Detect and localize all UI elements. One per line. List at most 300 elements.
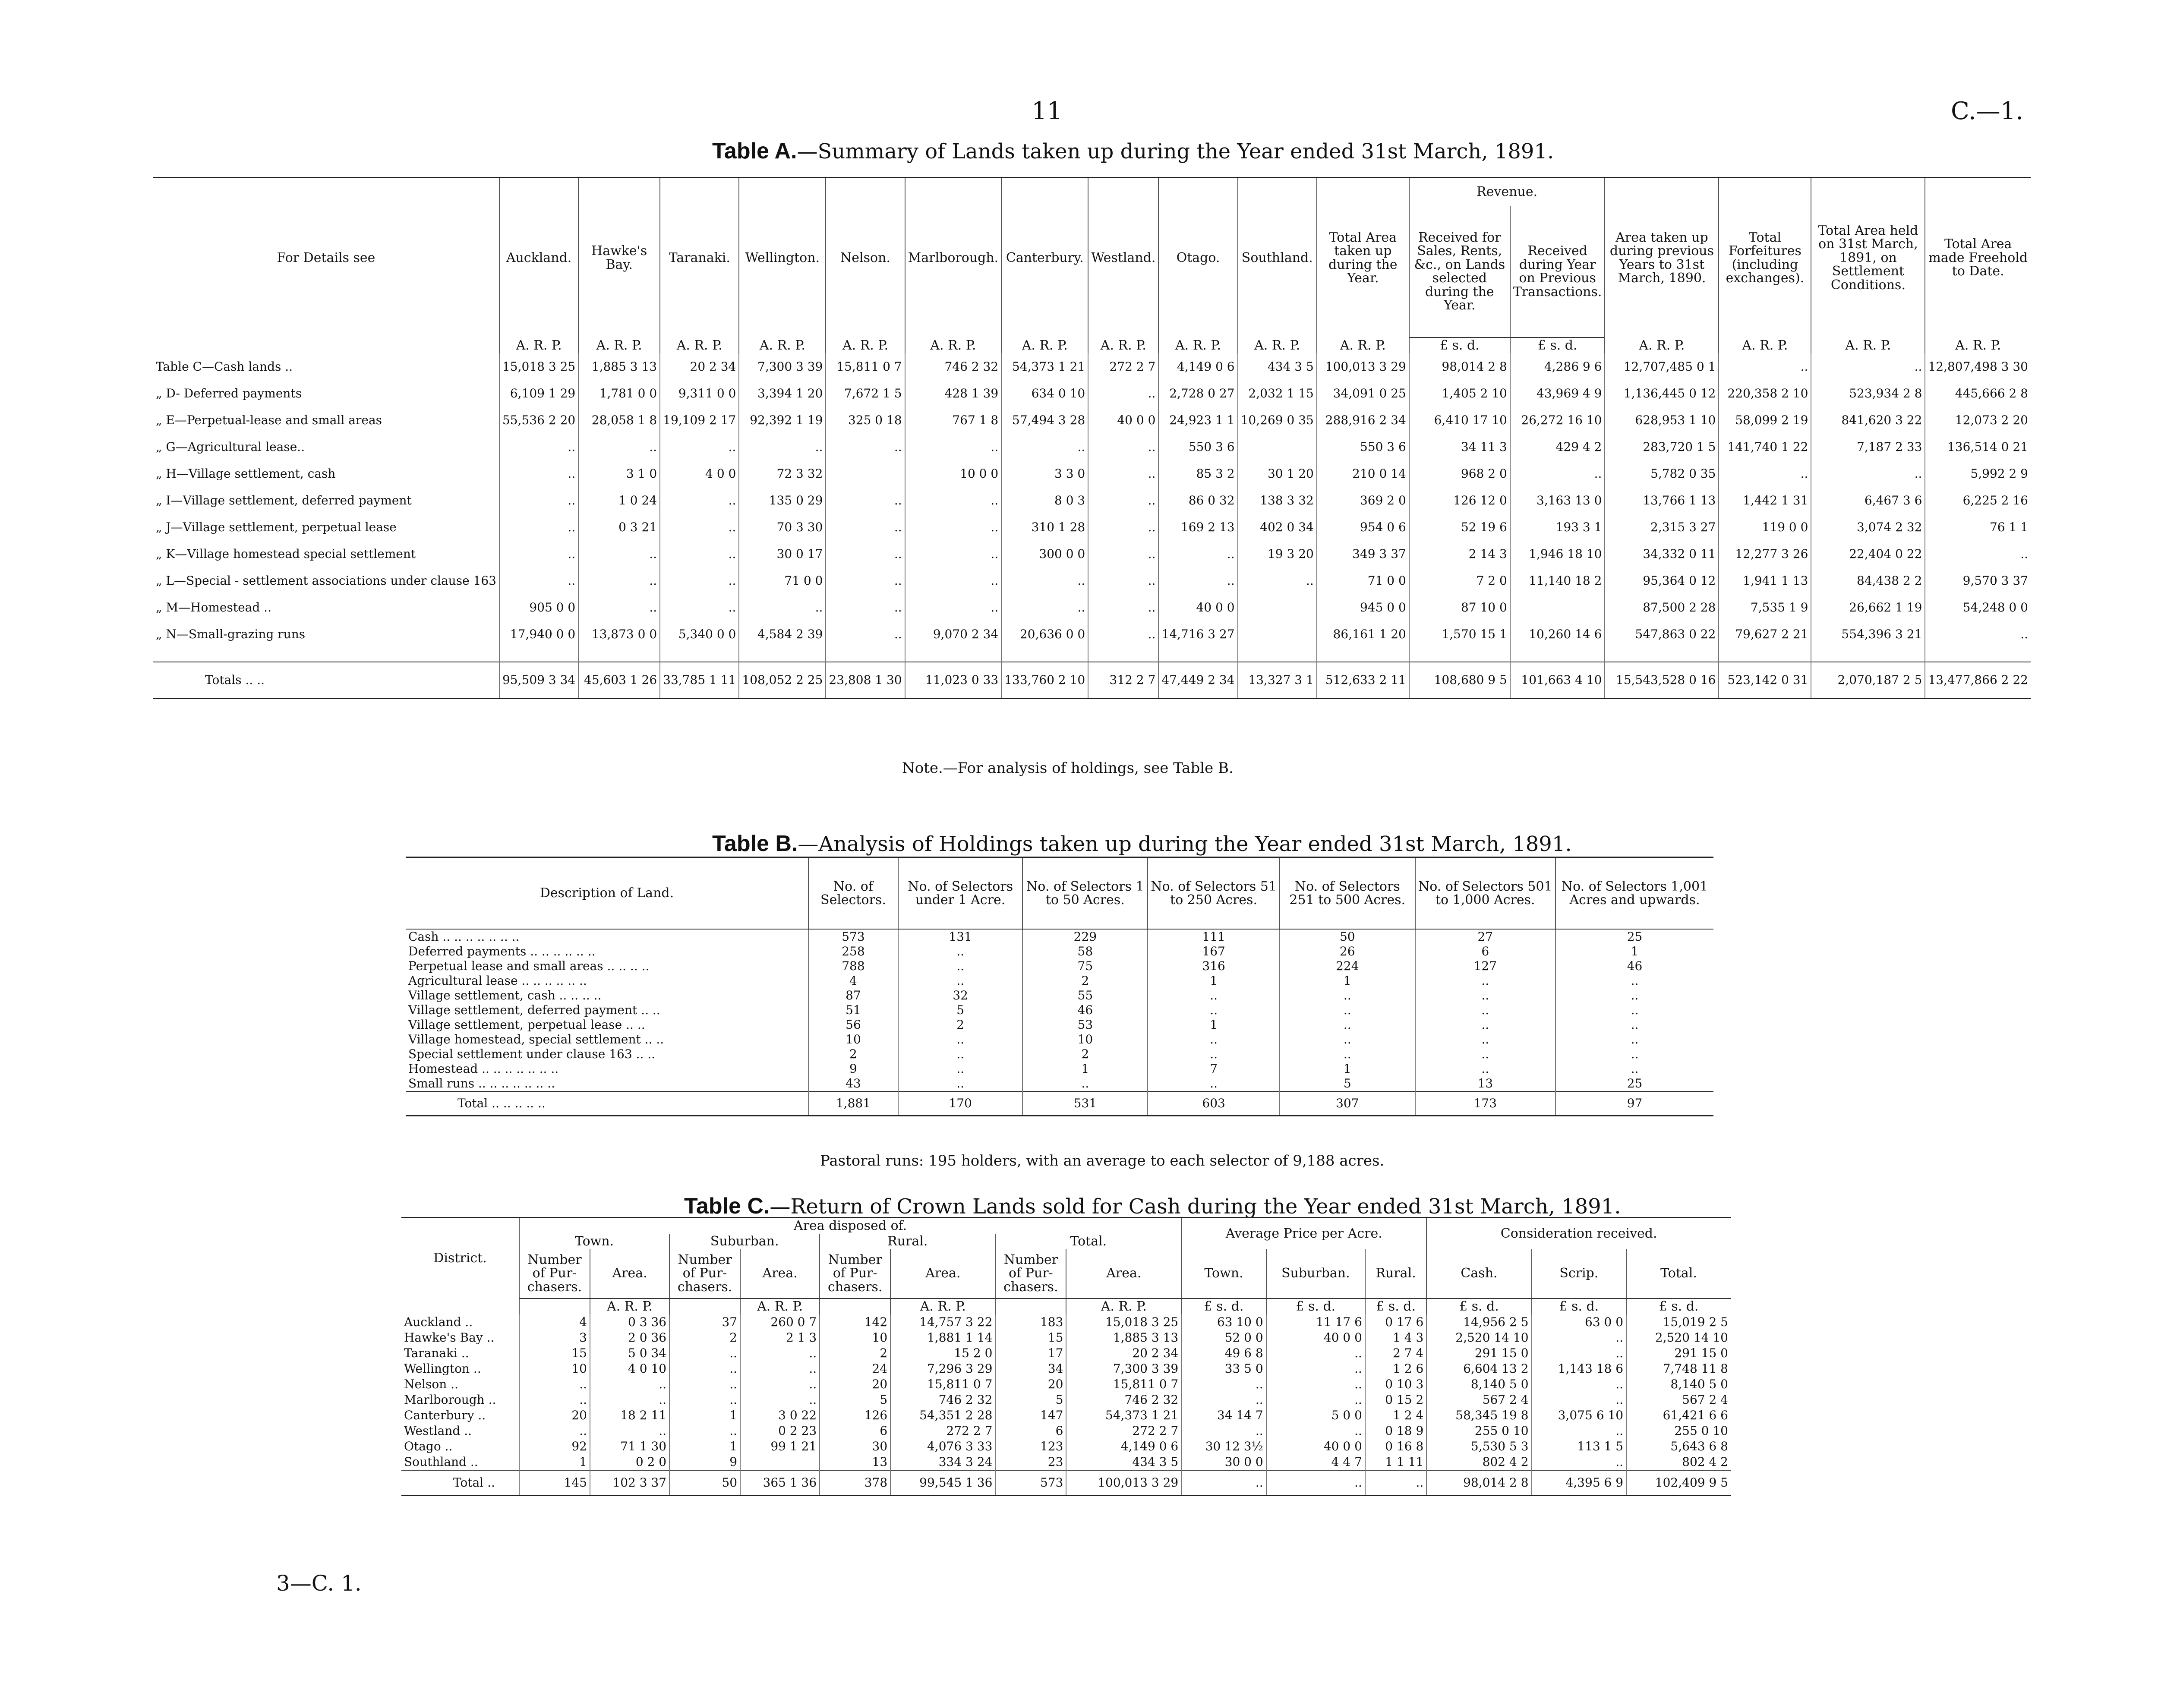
table-row xyxy=(153,514,2031,541)
table-cell: 0 16 8 xyxy=(1365,1439,1426,1454)
table-cell: 634 0 10 xyxy=(1001,380,1088,407)
table-b-col-header: No. of Selectors under 1 Acre. xyxy=(898,857,1023,930)
table-cell: 87 xyxy=(808,988,898,1003)
table-cell: .. xyxy=(1088,621,1158,648)
row-label: Nelson .. xyxy=(404,1377,458,1391)
table-cell: 402 0 34 xyxy=(1238,514,1317,541)
table-c-label: Table C. xyxy=(684,1194,770,1219)
table-row xyxy=(401,1408,1731,1423)
row-label: Auckland .. xyxy=(404,1314,473,1329)
table-cell: .. xyxy=(1088,567,1158,594)
table-cell: 9,570 3 37 xyxy=(1925,567,2031,594)
table-cell: 0 17 6 xyxy=(1365,1314,1426,1330)
row-label: „ N—Small-grazing runs xyxy=(156,627,306,641)
table-cell: 258 xyxy=(808,944,898,959)
table-cell: 15 2 0 xyxy=(890,1346,995,1361)
table-cell: 138 3 32 xyxy=(1238,487,1317,514)
row-label: Otago .. xyxy=(404,1439,453,1453)
table-cell: 13,766 1 13 xyxy=(1605,487,1719,514)
table-b xyxy=(406,857,1713,1116)
table-cell: .. xyxy=(740,1392,820,1408)
table-cell: 169 2 13 xyxy=(1158,514,1237,541)
table-cell: 99 1 21 xyxy=(740,1439,820,1454)
table-cell: 54,373 1 21 xyxy=(1001,353,1088,380)
table-cell: .. xyxy=(519,1377,590,1392)
table-cell: 2,728 0 27 xyxy=(1158,380,1237,407)
table-cell xyxy=(1238,594,1317,621)
table-cell: 58,099 2 19 xyxy=(1719,407,1811,434)
table-c-col-header: Number of Pur-chasers. xyxy=(995,1249,1066,1298)
table-cell: 7 2 0 xyxy=(1409,567,1510,594)
table-cell: 2 0 36 xyxy=(590,1330,669,1346)
table-cell: .. xyxy=(905,514,1002,541)
table-cell: 15,811 0 7 xyxy=(826,353,905,380)
unit-label: A. R. P. xyxy=(740,1298,820,1314)
table-c-col-header: Number of Pur-chasers. xyxy=(519,1249,590,1298)
table-cell: 2 14 3 xyxy=(1409,541,1510,567)
table-cell: 52 0 0 xyxy=(1181,1330,1266,1346)
table-cell: 5,340 0 0 xyxy=(660,621,739,648)
row-label: „ J—Village settlement, perpetual lease xyxy=(156,520,397,534)
table-cell: 4,149 0 6 xyxy=(1066,1439,1181,1454)
table-cell: 92,392 1 19 xyxy=(739,407,826,434)
table-cell xyxy=(826,460,905,487)
table-cell: 573 xyxy=(808,929,898,944)
table-row xyxy=(401,1330,1731,1346)
totals-cell: 13,327 3 1 xyxy=(1238,662,1317,699)
row-label: Southland .. xyxy=(404,1454,478,1469)
table-cell: 20 xyxy=(995,1377,1066,1392)
table-cell: 30 0 17 xyxy=(739,541,826,567)
table-cell: 1 xyxy=(1280,1062,1415,1076)
table-cell: .. xyxy=(1280,1003,1415,1018)
table-cell: .. xyxy=(898,959,1023,974)
table-cell: .. xyxy=(519,1392,590,1408)
table-row xyxy=(401,1454,1731,1470)
row-label: „ M—Homestead .. xyxy=(156,600,271,615)
table-cell: 428 1 39 xyxy=(905,380,1002,407)
table-cell: 255 0 10 xyxy=(1426,1423,1531,1439)
table-cell: 6 xyxy=(820,1423,890,1439)
table-cell: 57,494 3 28 xyxy=(1001,407,1088,434)
table-cell: 15,811 0 7 xyxy=(1066,1377,1181,1392)
table-row xyxy=(153,434,2031,460)
table-cell: .. xyxy=(499,567,578,594)
table-cell: 7,672 1 5 xyxy=(826,380,905,407)
table-a-col-header: Hawke's Bay. xyxy=(578,178,660,338)
table-cell: 75 xyxy=(1022,959,1148,974)
table-cell: 10 xyxy=(1022,1032,1148,1047)
table-cell: .. xyxy=(578,567,660,594)
table-cell: 1 4 3 xyxy=(1365,1330,1426,1346)
totals-cell: 603 xyxy=(1148,1091,1280,1116)
table-cell: 20,636 0 0 xyxy=(1001,621,1088,648)
table-cell: 220,358 2 10 xyxy=(1719,380,1811,407)
table-cell: 10 0 0 xyxy=(905,460,1002,487)
table-cell: .. xyxy=(1280,988,1415,1003)
table-cell: 1,442 1 31 xyxy=(1719,487,1811,514)
table-cell: 547,863 0 22 xyxy=(1605,621,1719,648)
table-b-col-header: No. of Selectors 501 to 1,000 Acres. xyxy=(1415,857,1555,930)
row-label: Wellington .. xyxy=(404,1361,481,1376)
table-cell: 3,075 6 10 xyxy=(1532,1408,1627,1423)
table-cell: 34 14 7 xyxy=(1181,1408,1266,1423)
table-a-col-header: Southland. xyxy=(1238,178,1317,338)
table-row xyxy=(153,594,2031,621)
table-cell: 429 4 2 xyxy=(1510,434,1605,460)
table-cell: 13 xyxy=(1415,1076,1555,1091)
table-cell: 15,018 3 25 xyxy=(1066,1314,1181,1330)
table-cell: 131 xyxy=(898,929,1023,944)
table-cell: 87,500 2 28 xyxy=(1605,594,1719,621)
table-cell: 58,345 19 8 xyxy=(1426,1408,1531,1423)
table-c-title xyxy=(684,1193,1621,1219)
table-cell: 567 2 4 xyxy=(1626,1392,1731,1408)
table-cell: 224 xyxy=(1280,959,1415,974)
table-cell: 15,018 3 25 xyxy=(499,353,578,380)
table-cell: 288,916 2 34 xyxy=(1317,407,1409,434)
table-cell: 6,467 3 6 xyxy=(1811,487,1925,514)
table-cell: 10,269 0 35 xyxy=(1238,407,1317,434)
totals-label: Total .. xyxy=(401,1470,519,1496)
table-b-col-header: No. of Selectors 1,001 Acres and upwards. xyxy=(1555,857,1713,930)
unit-label: A. R. P. xyxy=(1066,1298,1181,1314)
table-b-col-header: No. of Selectors 1 to 50 Acres. xyxy=(1022,857,1148,930)
table-cell: .. xyxy=(1158,541,1237,567)
table-cell: 111 xyxy=(1148,929,1280,944)
table-cell: 26,272 16 10 xyxy=(1510,407,1605,434)
table-cell: 71 1 30 xyxy=(590,1439,669,1454)
table-cell: .. xyxy=(898,1076,1023,1091)
row-label: Taranaki .. xyxy=(404,1346,469,1360)
unit-label: £ s. d. xyxy=(1365,1298,1426,1314)
table-cell: 4,286 9 6 xyxy=(1510,353,1605,380)
table-cell: 2 xyxy=(1022,1047,1148,1062)
table-cell: 37 xyxy=(669,1314,740,1330)
table-cell: 27 xyxy=(1415,929,1555,944)
totals-cell: 98,014 2 8 xyxy=(1426,1470,1531,1496)
table-cell: .. xyxy=(499,514,578,541)
table-cell: 7,535 1 9 xyxy=(1719,594,1811,621)
table-cell: 14,757 3 22 xyxy=(890,1314,995,1330)
unit-label: A. R. P. xyxy=(890,1298,995,1314)
table-a-col-header: Received during Year on Previous Transactions. xyxy=(1510,206,1605,337)
table-cell: 0 10 3 xyxy=(1365,1377,1426,1392)
table-cell: .. xyxy=(1148,1003,1280,1018)
table-b-col-header: Description of Land. xyxy=(406,857,808,930)
table-cell: .. xyxy=(669,1346,740,1361)
unit-label: A. R. P. xyxy=(1925,337,2031,353)
table-row xyxy=(401,1314,1731,1330)
totals-cell: 15,543,528 0 16 xyxy=(1605,662,1719,699)
table-b-title xyxy=(712,831,1572,857)
table-cell: 316 xyxy=(1148,959,1280,974)
table-cell: 5,782 0 35 xyxy=(1605,460,1719,487)
totals-row xyxy=(406,1091,1713,1116)
table-c-col-header: Number of Pur-chasers. xyxy=(669,1249,740,1298)
table-cell: .. xyxy=(499,487,578,514)
table-cell: 54,351 2 28 xyxy=(890,1408,995,1423)
table-a-col-header: Total Forfeitures (including exchanges). xyxy=(1719,178,1811,338)
table-cell: 260 0 7 xyxy=(740,1314,820,1330)
table-row xyxy=(153,460,2031,487)
table-cell: .. xyxy=(1555,1018,1713,1032)
table-cell: .. xyxy=(740,1377,820,1392)
table-cell: 33 5 0 xyxy=(1181,1361,1266,1377)
table-cell: 15 xyxy=(995,1330,1066,1346)
table-cell: 23 xyxy=(995,1454,1066,1470)
table-row xyxy=(406,1032,1713,1047)
table-c-col-header: Area. xyxy=(740,1249,820,1298)
table-cell: 434 3 5 xyxy=(1066,1454,1181,1470)
table-cell: 135 0 29 xyxy=(739,487,826,514)
table-cell: .. xyxy=(1022,1076,1148,1091)
table-cell: .. xyxy=(1555,1062,1713,1076)
table-cell: 127 xyxy=(1415,959,1555,974)
table-a xyxy=(153,177,2031,699)
table-cell: 7,187 2 33 xyxy=(1811,434,1925,460)
table-cell: 12,073 2 20 xyxy=(1925,407,2031,434)
table-b-title-text: —Analysis of Holdings taken up during the Year ended 31st March, 1891. xyxy=(798,832,1572,856)
table-cell: .. xyxy=(898,1032,1023,1047)
table-cell: 22,404 0 22 xyxy=(1811,541,1925,567)
row-label: Cash .. .. .. .. .. .. .. xyxy=(408,930,520,944)
row-label: Village settlement, cash .. .. .. .. xyxy=(408,988,602,1003)
table-cell: 3,394 1 20 xyxy=(739,380,826,407)
table-cell: 11,140 18 2 xyxy=(1510,567,1605,594)
table-cell: 291 15 0 xyxy=(1626,1346,1731,1361)
table-cell: 272 2 7 xyxy=(1066,1423,1181,1439)
table-cell: 567 2 4 xyxy=(1426,1392,1531,1408)
totals-cell: 2,070,187 2 5 xyxy=(1811,662,1925,699)
table-c-col-header: Number of Pur-chasers. xyxy=(820,1249,890,1298)
table-cell: .. xyxy=(1555,1003,1713,1018)
table-cell: 76 1 1 xyxy=(1925,514,2031,541)
table-cell: 10 xyxy=(820,1330,890,1346)
table-row xyxy=(401,1392,1731,1408)
table-cell: 291 15 0 xyxy=(1426,1346,1531,1361)
table-cell: 25 xyxy=(1555,929,1713,944)
table-cell: .. xyxy=(578,594,660,621)
table-cell: 4 xyxy=(519,1314,590,1330)
table-cell: 53 xyxy=(1022,1018,1148,1032)
table-c-area-header: Area disposed of. xyxy=(519,1218,1181,1234)
table-cell: .. xyxy=(669,1377,740,1392)
table-cell: 2 1 3 xyxy=(740,1330,820,1346)
table-cell: 8 0 3 xyxy=(1001,487,1088,514)
table-cell: .. xyxy=(1088,434,1158,460)
table-cell: .. xyxy=(669,1423,740,1439)
table-cell: 2 xyxy=(1022,974,1148,988)
table-cell: .. xyxy=(660,567,739,594)
table-a-title-text: —Summary of Lands taken up during the Year ended 31st March, 1891. xyxy=(797,139,1554,164)
table-a-col-header: Marlborough. xyxy=(905,178,1002,338)
table-row xyxy=(401,1346,1731,1361)
table-cell: 325 0 18 xyxy=(826,407,905,434)
table-cell: 24 xyxy=(820,1361,890,1377)
table-cell: 1 xyxy=(1148,974,1280,988)
table-cell: .. xyxy=(1266,1377,1365,1392)
table-a-col-header: Wellington. xyxy=(739,178,826,338)
table-cell: .. xyxy=(1280,1018,1415,1032)
table-row xyxy=(406,1003,1713,1018)
table-row xyxy=(153,487,2031,514)
table-cell: 1,881 1 14 xyxy=(890,1330,995,1346)
table-row xyxy=(406,1062,1713,1076)
table-cell: 905 0 0 xyxy=(499,594,578,621)
table-b-label: Table B. xyxy=(712,831,798,856)
table-cell: 2,032 1 15 xyxy=(1238,380,1317,407)
table-cell: .. xyxy=(1415,1032,1555,1047)
table-cell: 5,992 2 9 xyxy=(1925,460,2031,487)
table-cell: 55,536 2 20 xyxy=(499,407,578,434)
table-cell: 34 11 3 xyxy=(1409,434,1510,460)
table-cell: 7,300 3 39 xyxy=(1066,1361,1181,1377)
table-cell: .. xyxy=(1925,621,2031,648)
totals-cell: 145 xyxy=(519,1470,590,1496)
table-cell: .. xyxy=(660,594,739,621)
table-cell: 14,716 3 27 xyxy=(1158,621,1237,648)
table-cell: 11 17 6 xyxy=(1266,1314,1365,1330)
table-cell: .. xyxy=(1555,1032,1713,1047)
table-cell: 1 xyxy=(1555,944,1713,959)
totals-cell: 307 xyxy=(1280,1091,1415,1116)
table-cell: 841,620 3 22 xyxy=(1811,407,1925,434)
unit-label: A. R. P. xyxy=(905,337,1002,353)
table-cell: .. xyxy=(905,487,1002,514)
table-cell: 40 0 0 xyxy=(1158,594,1237,621)
table-cell: 550 3 6 xyxy=(1317,434,1409,460)
unit-label: A. R. P. xyxy=(1605,337,1719,353)
table-row xyxy=(401,1423,1731,1439)
table-cell: 12,277 3 26 xyxy=(1719,541,1811,567)
spacer-row xyxy=(153,648,2031,662)
totals-cell: 170 xyxy=(898,1091,1023,1116)
table-cell: 1,885 3 13 xyxy=(1066,1330,1181,1346)
table-cell: 272 2 7 xyxy=(1088,353,1158,380)
table-cell: 15 xyxy=(519,1346,590,1361)
table-cell: 147 xyxy=(995,1408,1066,1423)
unit-label: A. R. P. xyxy=(1158,337,1237,353)
table-cell: 167 xyxy=(1148,944,1280,959)
table-row xyxy=(406,1018,1713,1032)
table-cell: 2,520 14 10 xyxy=(1426,1330,1531,1346)
table-cell: 5 xyxy=(898,1003,1023,1018)
table-cell: 61,421 6 6 xyxy=(1626,1408,1731,1423)
table-cell: .. xyxy=(1415,1003,1555,1018)
table-cell: 4 xyxy=(808,974,898,988)
table-cell: 1 2 6 xyxy=(1365,1361,1426,1377)
unit-label: A. R. P. xyxy=(1238,337,1317,353)
table-cell: 3 xyxy=(519,1330,590,1346)
table-c-col-header: Area. xyxy=(890,1249,995,1298)
table-cell: 84,438 2 2 xyxy=(1811,567,1925,594)
table-cell: 0 15 2 xyxy=(1365,1392,1426,1408)
table-cell: 34,332 0 11 xyxy=(1605,541,1719,567)
table-a-col-header: Received for Sales, Rents, &c., on Lands selected during the Year. xyxy=(1409,206,1510,337)
table-cell: .. xyxy=(826,621,905,648)
table-cell: .. xyxy=(1415,988,1555,1003)
table-cell: .. xyxy=(578,434,660,460)
table-cell: 32 xyxy=(898,988,1023,1003)
totals-cell: 512,633 2 11 xyxy=(1317,662,1409,699)
table-cell: 1 xyxy=(669,1408,740,1423)
unit-label: £ s. d. xyxy=(1510,337,1605,353)
table-cell: .. xyxy=(1266,1423,1365,1439)
row-label: Westland .. xyxy=(404,1423,472,1438)
table-cell: 1,143 18 6 xyxy=(1532,1361,1627,1377)
table-cell: 20 xyxy=(820,1377,890,1392)
table-cell: .. xyxy=(826,594,905,621)
table-cell: 54,248 0 0 xyxy=(1925,594,2031,621)
table-cell: 14,956 2 5 xyxy=(1426,1314,1531,1330)
row-label: „ H—Village settlement, cash xyxy=(156,466,336,481)
table-a-col-header: Total Area made Freehold to Date. xyxy=(1925,178,2031,338)
table-cell: 136,514 0 21 xyxy=(1925,434,2031,460)
table-cell: .. xyxy=(898,1047,1023,1062)
table-row xyxy=(153,407,2031,434)
table-cell: 34,091 0 25 xyxy=(1317,380,1409,407)
table-cell: 12,807,498 3 30 xyxy=(1925,353,2031,380)
table-cell: .. xyxy=(905,541,1002,567)
table-cell: 968 2 0 xyxy=(1409,460,1510,487)
row-label: „ G—Agricultural lease.. xyxy=(156,439,305,454)
table-cell: 1 xyxy=(1280,974,1415,988)
totals-cell: 45,603 1 26 xyxy=(578,662,660,699)
table-cell: 4,076 3 33 xyxy=(890,1439,995,1454)
table-cell: 2 xyxy=(669,1330,740,1346)
table-cell: 72 3 32 xyxy=(739,460,826,487)
table-cell: 119 0 0 xyxy=(1719,514,1811,541)
table-cell: .. xyxy=(739,434,826,460)
table-cell: 183 xyxy=(995,1314,1066,1330)
table-cell: .. xyxy=(1415,1047,1555,1062)
table-cell: 1,885 3 13 xyxy=(578,353,660,380)
table-cell: .. xyxy=(826,541,905,567)
table-cell: .. xyxy=(660,514,739,541)
table-cell: 50 xyxy=(1280,929,1415,944)
table-cell: 1 2 4 xyxy=(1365,1408,1426,1423)
table-a-revenue-header: Revenue. xyxy=(1409,178,1605,206)
table-cell: .. xyxy=(826,434,905,460)
table-cell xyxy=(1238,621,1317,648)
table-b-col-header: No. of Selectors 251 to 500 Acres. xyxy=(1280,857,1415,930)
table-cell: 7,296 3 29 xyxy=(890,1361,995,1377)
table-cell: 12,707,485 0 1 xyxy=(1605,353,1719,380)
table-cell: 70 3 30 xyxy=(739,514,826,541)
table-cell: 40 0 0 xyxy=(1088,407,1158,434)
page-footer: 3—C. 1. xyxy=(276,1571,362,1596)
row-label: Homestead .. .. .. .. .. .. .. xyxy=(408,1062,559,1076)
table-cell: 63 10 0 xyxy=(1181,1314,1266,1330)
table-cell: 141,740 1 22 xyxy=(1719,434,1811,460)
table-cell: 40 0 0 xyxy=(1266,1330,1365,1346)
table-cell: 9,070 2 34 xyxy=(905,621,1002,648)
table-cell: 49 6 8 xyxy=(1181,1346,1266,1361)
table-cell: 1,570 15 1 xyxy=(1409,621,1510,648)
table-cell: 4 0 10 xyxy=(590,1361,669,1377)
table-cell: .. xyxy=(1415,1062,1555,1076)
table-cell: 9,311 0 0 xyxy=(660,380,739,407)
table-row xyxy=(401,1439,1731,1454)
table-row xyxy=(406,1047,1713,1062)
document-code: C.—1. xyxy=(1951,97,2024,125)
table-cell: 0 18 9 xyxy=(1365,1423,1426,1439)
row-label: Canterbury .. xyxy=(404,1408,486,1422)
table-cell: .. xyxy=(1532,1392,1627,1408)
table-cell: 802 4 2 xyxy=(1426,1454,1531,1470)
table-a-note: Note.—For analysis of holdings, see Table B. xyxy=(902,759,1234,777)
